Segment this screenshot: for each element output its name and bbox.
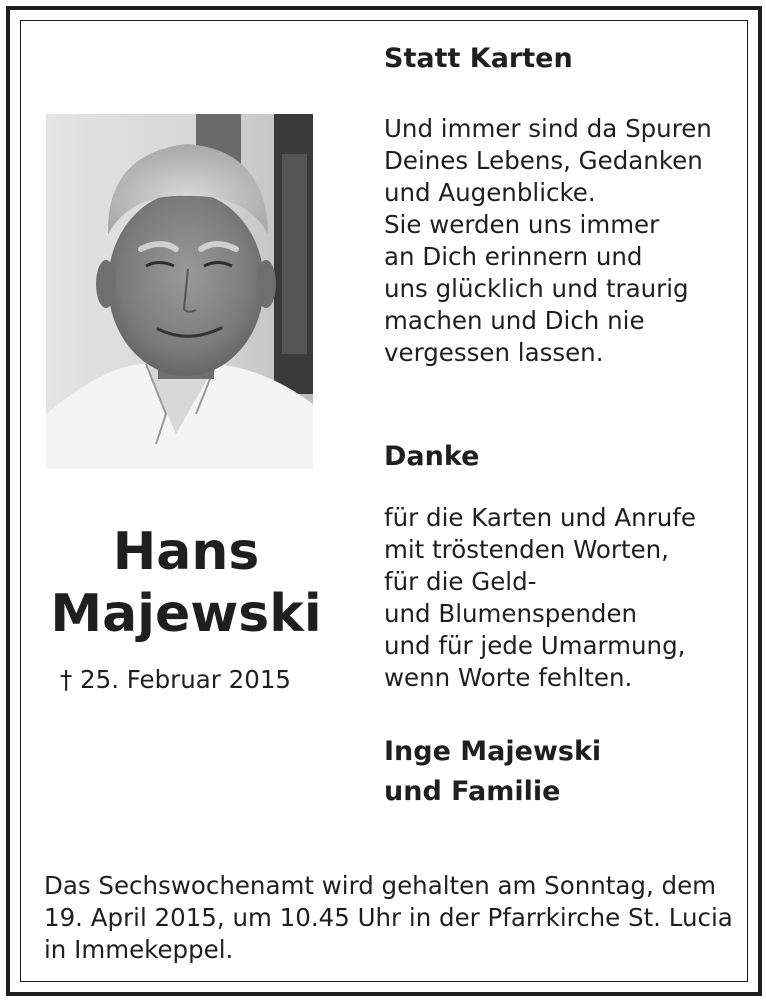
poem-line: vergessen lassen. — [384, 338, 604, 367]
poem-line: Und immer sind da Spuren — [384, 114, 712, 143]
thanks-line: mit tröstenden Worten, — [384, 535, 669, 564]
poem-line: Sie werden uns immer — [384, 210, 660, 239]
footer-line: in Immekeppel. — [44, 935, 234, 964]
death-date: † 25. Februar 2015 — [60, 665, 291, 694]
thanks-line: für die Geld- — [384, 567, 537, 596]
poem-line: an Dich erinnern und — [384, 242, 643, 271]
thanks-line: wenn Worte fehlten. — [384, 663, 633, 692]
footer-line: Das Sechswochenamt wird gehalten am Sonntag, dem — [44, 871, 717, 900]
deceased-first-name: Hans — [112, 522, 260, 582]
signature-line-1: Inge Majewski — [384, 736, 602, 767]
thanks-line: und für jede Umarmung, — [384, 631, 686, 660]
portrait-illustration — [46, 114, 313, 469]
poem-line: machen und Dich nie — [384, 306, 645, 335]
thanks-line: und Blumenspenden — [384, 599, 638, 628]
obituary-frame — [6, 6, 762, 996]
heading-danke: Danke — [384, 441, 480, 472]
footer-line: 19. April 2015, um 10.45 Uhr in der Pfarrkirche St. Lucia — [44, 903, 733, 932]
poem-line: uns glücklich und traurig — [384, 274, 689, 303]
poem-line: Deines Lebens, Gedanken — [384, 146, 703, 175]
thanks-line: für die Karten und Anrufe — [384, 503, 696, 532]
poem-line: und Augenblicke. — [384, 178, 596, 207]
deceased-last-name: Majewski — [50, 584, 322, 644]
signature-line-2: und Familie — [384, 776, 561, 807]
heading-statt-karten: Statt Karten — [384, 43, 573, 74]
portrait-photo — [46, 114, 313, 469]
